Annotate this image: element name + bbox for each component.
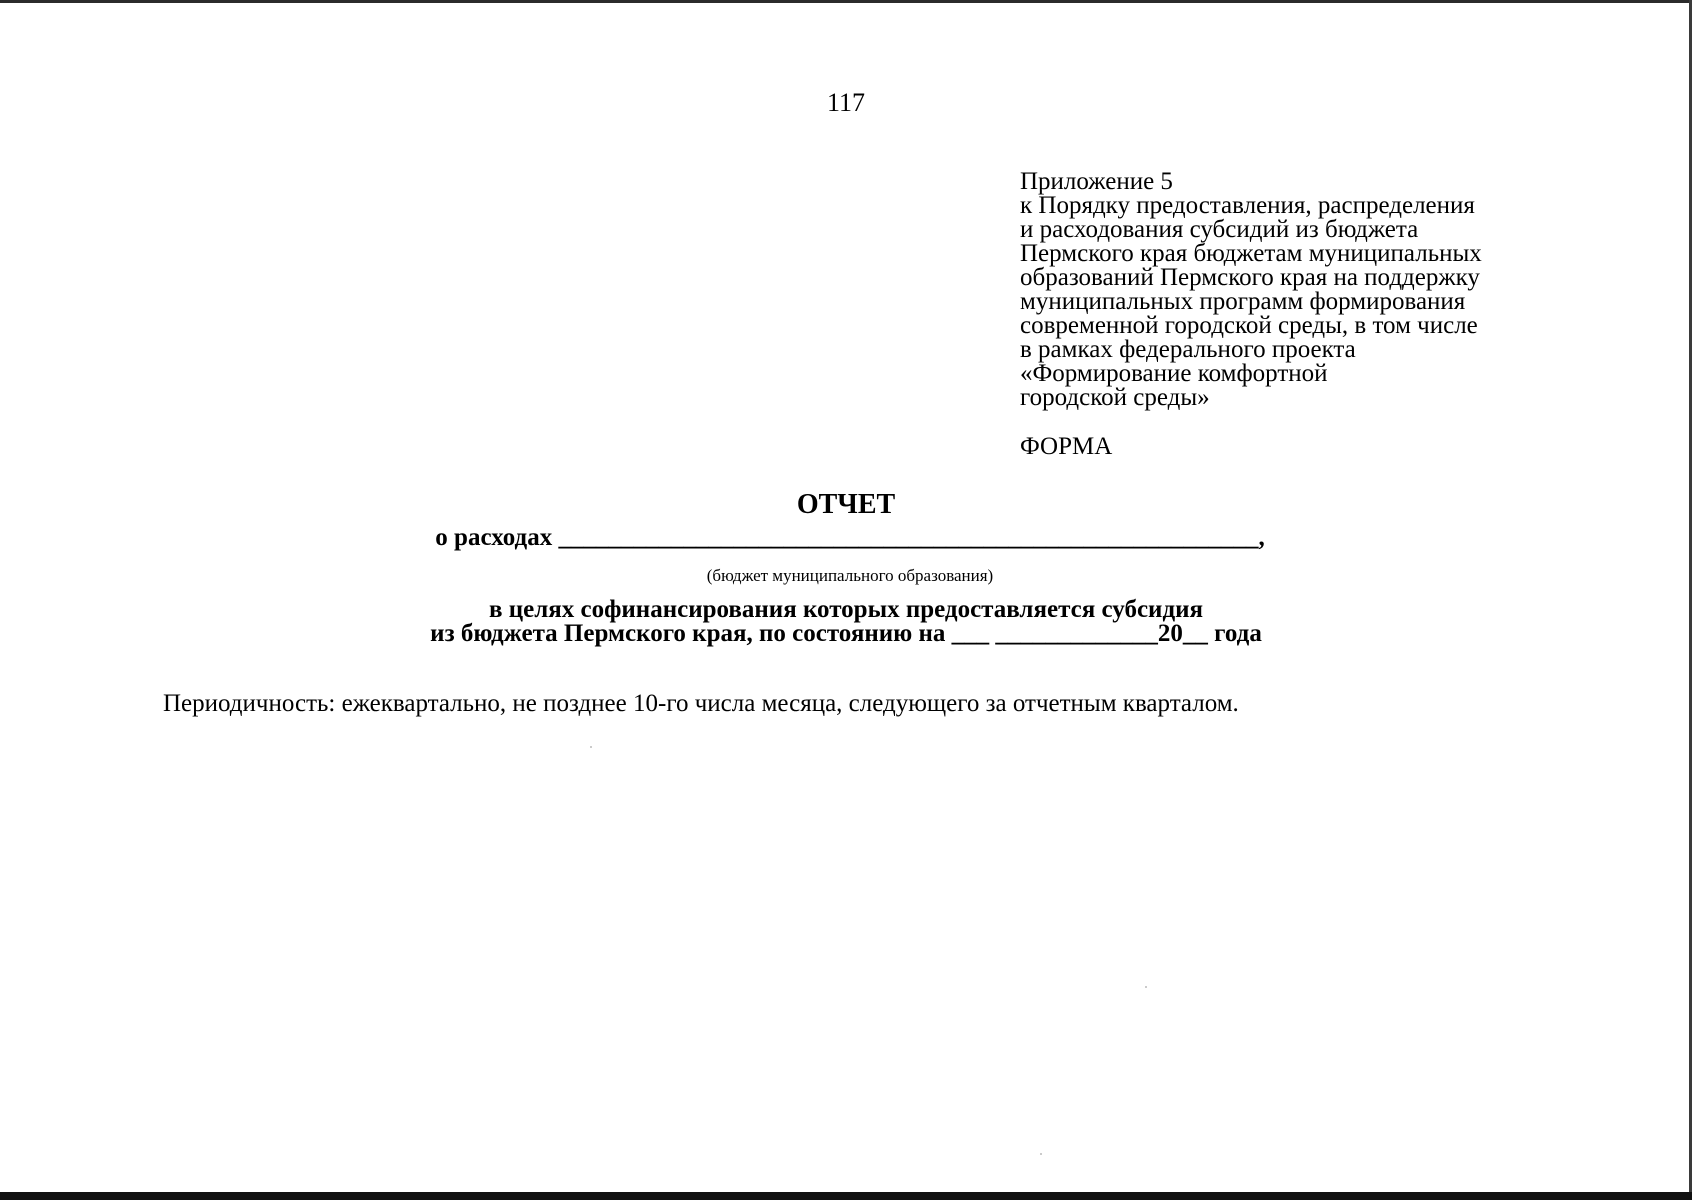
appendix-line: и расходования субсидий из бюджета — [1020, 216, 1419, 243]
appendix-line: образований Пермского края на поддержку — [1020, 264, 1480, 291]
page-bottom-edge — [0, 1192, 1692, 1200]
appendix-line: муниципальных программ формирования — [1020, 288, 1466, 315]
appendix-line: Приложение 5 — [1020, 168, 1173, 195]
scan-speck — [590, 746, 592, 748]
report-purpose-line: в целях софинансирования которых предоставляется субсидия — [488, 596, 1204, 623]
page-number: 117 — [826, 88, 866, 117]
scan-speck — [1145, 986, 1147, 988]
scan-speck — [1040, 1153, 1042, 1155]
appendix-block — [1020, 170, 1580, 410]
appendix-line: современной городской среды, в том числе — [1020, 312, 1478, 339]
appendix-line: Пермского края бюджетам муниципальных — [1020, 240, 1482, 267]
appendix-line: «Формирование комфортной — [1020, 360, 1328, 387]
report-date-line: из бюджета Пермского края, по состоянию на ___ _____________20__ года — [430, 620, 1262, 647]
page-top-edge — [0, 0, 1692, 3]
appendix-line: в рамках федерального проекта — [1020, 336, 1356, 363]
form-label: ФОРМА — [1020, 433, 1113, 460]
budget-caption: (бюджет муниципального образования) — [706, 566, 994, 585]
report-title: ОТЧЕТ — [796, 489, 896, 520]
periodicity-text: Периодичность: ежеквартально, не позднее 10-го числа месяца, следующего за отчетным кварталом. — [163, 690, 1239, 717]
appendix-line: к Порядку предоставления, распределения — [1020, 192, 1475, 219]
appendix-line: городской среды» — [1020, 384, 1210, 411]
report-expenses-line: о расходах ________________________________________________________, — [435, 524, 1265, 551]
